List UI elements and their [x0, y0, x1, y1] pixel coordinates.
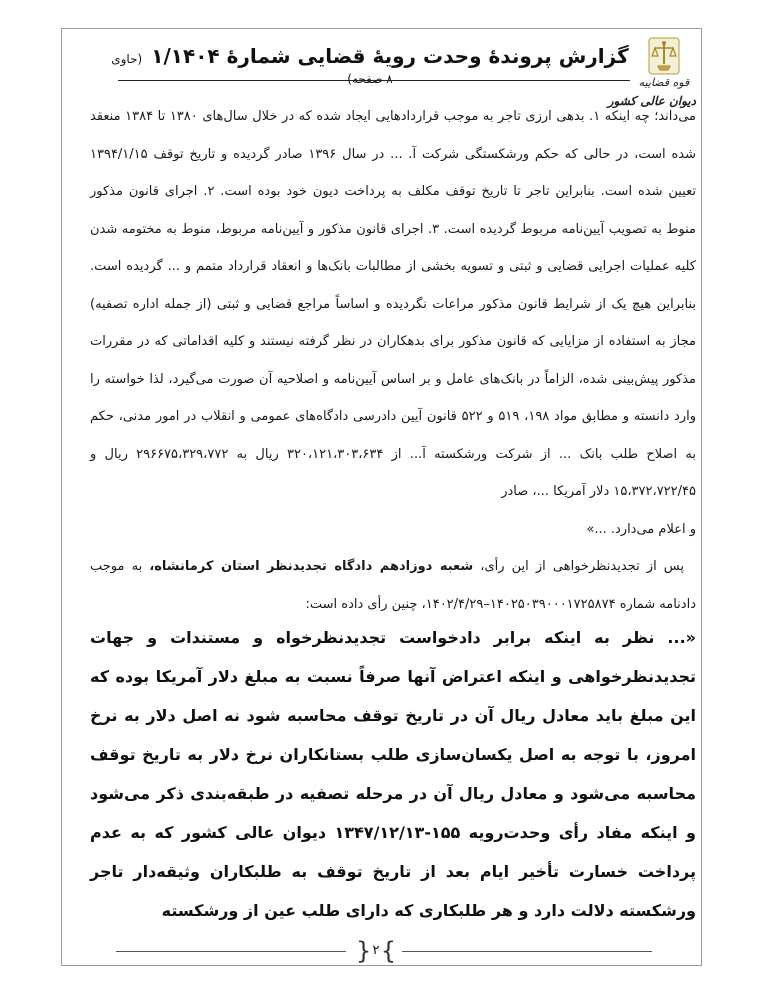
footer-rule-right	[402, 951, 652, 952]
page-number-brace-left: {	[356, 937, 372, 965]
page-number	[356, 938, 396, 964]
paragraph-quote-close: و اعلام می‌دارد. ...»	[586, 521, 696, 537]
header-underline	[118, 80, 630, 81]
appeal-court-name: شعبه دوزادهم دادگاه تجدیدنظر استان کرمانشاه،	[149, 559, 474, 574]
appeal-intro: پس از تجدیدنظرخواهی از این رأی،	[480, 559, 685, 574]
paragraph-appeal	[90, 548, 696, 623]
report-title: گزارش پروندۀ وحدت رویۀ قضایی شمارۀ ۱/۱۴۰۴	[151, 44, 629, 68]
judiciary-emblem-icon	[647, 36, 681, 76]
page-number-value: ۲	[372, 943, 380, 958]
body-text	[90, 98, 696, 623]
emblem-caption-top: قوه قضاییه	[638, 76, 690, 89]
emblem-caption-bottom: دیوان عالی کشور	[607, 94, 696, 109]
appeal-decision-ref: به موجب دادنامه شماره ۱۴۰۲۵۰۳۹۰۰۰۱۷۲۵۸۷۴–۱۴۰۲/۴/۲۹، چنین رأی داده است:	[90, 559, 696, 612]
paragraph-reasoning: می‌داند؛ چه اینکه ۱. بدهی ارزی تاجر به موجب قراردادهایی ایجاد شده که در خلال سال‌های ۱۳۸۰ تا ۱۳۸۴ منعقد شده است، در حالی که حکم ورشکستگی شرکت آ. ... در سال ۱۳۹۶ صادر گردیده و تاریخ توقف ۱۳۹۴/۱/۱۵ تعیین شده است. بنابراین تاجر تا تاریخ توقف مکلف به پرداخت دیون خود بوده است. ۲. اجرای قانون مذکور منوط به تصویب آیین‌نامه مربوط گردیده است. ۳. اجرای قانون مذکور و آیین‌نامه مربوط، منوط به مختومه شدن کلیه عملیات اجرایی قضایی و ثبتی و تسویه بخشی از مطالبات بانک‌ها و انعقاد قرارداد متمم و ... گردیده است. بنابراین هیچ یک از شرایط قانون مذکور مراعات نگردیده و اساساً مراجع قضایی و ثبتی (از جمله اداره تصفیه) مجاز به استفاده از مزایایی که قانون مذکور برای بدهکاران در نظر گرفته نیستند و کلیه اقداماتی که در مقررات مذکور پیش‌بینی شده، الزاماً در بانک‌های عامل و بر اساس آیین‌نامه و اصلاحیه آن صورت می‌گیرد، لذا خواسته را وارد دانسته و مطابق مواد ۱۹۸، ۵۱۹ و ۵۲۲ قانون آیین دادرسی دادگاه‌های عمومی و انقلاب در امور مدنی، حکم به اصلاح طلب بانک ... از شرکت ورشکسته آ... از ۳۲۰،۱۲۱،۳۰۳،۶۳۴ ریال به ۲۹۶۶۷۵،۳۲۹،۷۷۲ ریال و ۱۵،۳۷۲،۷۲۲/۴۵ دلار آمریکا ...، صادر	[90, 109, 696, 499]
page-count-note: (حاوی ۸ صفحه)	[111, 52, 393, 86]
footer-rule-left	[116, 951, 346, 952]
page-number-brace-right: }	[380, 937, 396, 965]
report-header	[110, 44, 630, 86]
appeal-verdict-quote: «... نظر به اینکه برابر دادخواست تجدیدنظرخواه و مستندات و جهات تجدیدنظرخواهی و اینکه اعتراض آنها صرفاً نسبت به مبلغ دلار آمریکا بوده که این مبلغ باید معادل ریال آن در تاریخ توقف محاسبه شود نه اصل دلار به نرخ امروز، با توجه به اصل یکسان‌سازی طلب بستانکاران نرخ دلار به تاریخ توقف محاسبه می‌شود و معادل ریال آن در مرحله تصفیه در طبقه‌بندی ذکر می‌شود و اینکه مفاد رأی وحدت‌رویه ۱۵۵-۱۳۴۷/۱۲/۱۳ دیوان عالی کشور که به عدم پرداخت خسارت تأخیر ایام بعد از تاریخ توقف به طلبکاران وثیقه‌دار تاجر ورشکسته دلالت دارد و هر طلبکاری که دارای طلب عین از ورشکسته	[90, 628, 696, 920]
